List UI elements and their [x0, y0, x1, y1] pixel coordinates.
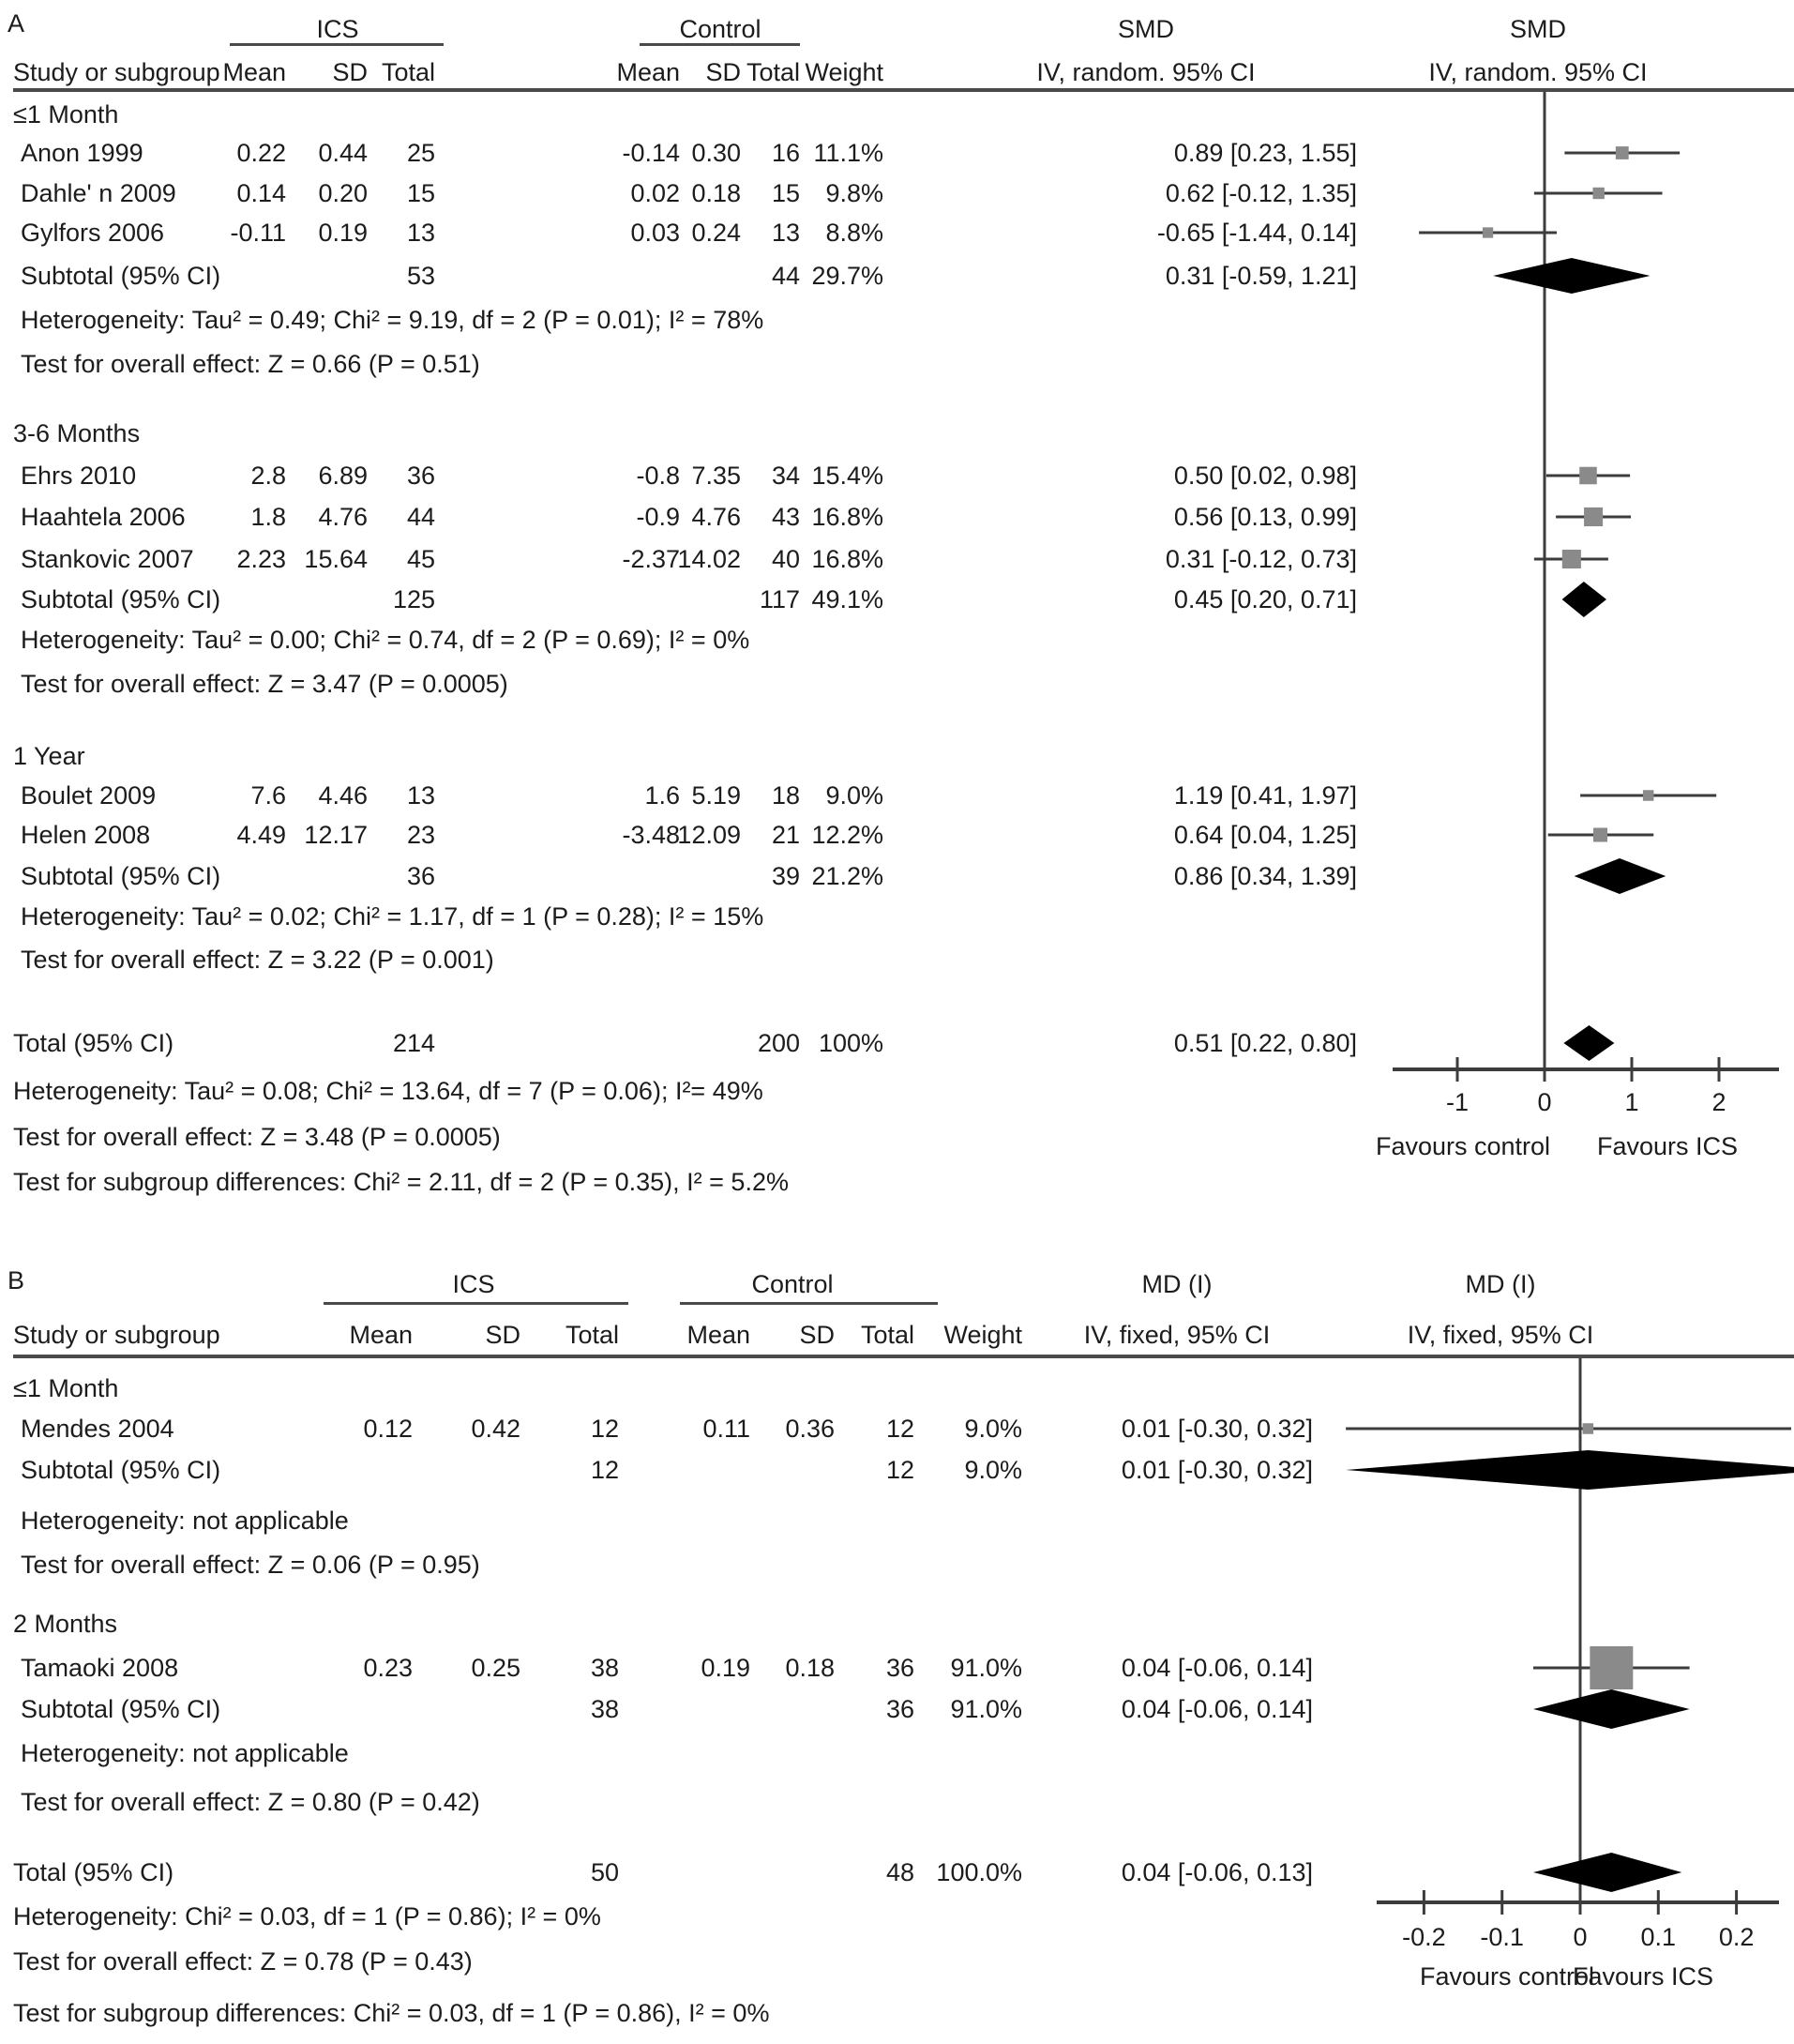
- value-mean-control: -0.9: [636, 503, 680, 531]
- value-mean-ics: 2.8: [250, 462, 286, 490]
- value-sd-ics: 6.89: [318, 462, 368, 490]
- effect-header-line1: MD (I): [1141, 1270, 1213, 1298]
- group-header-ics: ICS: [316, 15, 359, 43]
- favours-right-label: Favours ICS: [1596, 1132, 1739, 1160]
- value-weight: 100.0%: [936, 1858, 1022, 1886]
- value-effect-ci: 0.89 [0.23, 1.55]: [1173, 139, 1357, 167]
- value-mean-control: 0.11: [702, 1415, 750, 1443]
- value-total-control: 36: [885, 1695, 914, 1723]
- value-effect-ci: -0.65 [-1.44, 0.14]: [1156, 219, 1357, 247]
- study-row-label: Mendes 2004: [21, 1415, 174, 1443]
- subtotal-diamond: [1562, 582, 1606, 617]
- note-text: Test for subgroup differences: Chi² = 2.11, df = 2 (P = 0.35), I² = 5.2%: [13, 1168, 789, 1196]
- value-weight: 29.7%: [811, 262, 883, 290]
- value-total-ics: 12: [590, 1456, 619, 1484]
- effect-header-line2: IV, random. 95% CI: [1036, 58, 1256, 86]
- panel-label: B: [8, 1266, 25, 1295]
- column-header-total-ics: Total: [565, 1321, 619, 1349]
- subgroup-heading: 1 Year: [13, 742, 85, 770]
- value-mean-control: -0.8: [636, 462, 680, 490]
- value-mean-control: -0.14: [622, 139, 680, 167]
- value-effect-ci: 0.04 [-0.06, 0.14]: [1121, 1654, 1313, 1682]
- group-overline-ics: [324, 1302, 628, 1305]
- note-text: Test for overall effect: Z = 3.22 (P = 0.001): [21, 946, 494, 974]
- subtotal-diamond: [1493, 258, 1650, 294]
- value-total-ics: 45: [406, 545, 435, 573]
- value-effect-ci: 0.31 [-0.59, 1.21]: [1165, 262, 1357, 290]
- value-total-control: 13: [771, 219, 800, 247]
- value-mean-ics: 7.6: [250, 781, 286, 810]
- column-header-mean-ics: Mean: [349, 1321, 413, 1349]
- value-effect-ci: 0.86 [0.34, 1.39]: [1173, 862, 1357, 890]
- value-weight: 9.0%: [825, 781, 883, 810]
- effect-header-line1: SMD: [1118, 15, 1174, 43]
- value-effect-ci: 0.04 [-0.06, 0.14]: [1121, 1695, 1313, 1723]
- value-mean-ics: 0.22: [236, 139, 286, 167]
- study-row-label: Haahtela 2006: [21, 503, 186, 531]
- value-weight: 15.4%: [811, 462, 883, 490]
- subgroup-heading: 3-6 Months: [13, 419, 141, 447]
- note-text: Test for subgroup differences: Chi² = 0.03, df = 1 (P = 0.86), I² = 0%: [13, 1999, 770, 2027]
- value-sd-ics: 0.44: [318, 139, 368, 167]
- pooled-row-label: Subtotal (95% CI): [21, 1695, 221, 1723]
- plot-header-line2: IV, fixed, 95% CI: [1407, 1321, 1594, 1349]
- note-text: Test for overall effect: Z = 3.47 (P = 0.0005): [21, 670, 508, 698]
- value-sd-ics: 0.42: [471, 1415, 520, 1443]
- value-weight: 16.8%: [811, 545, 883, 573]
- value-effect-ci: 0.04 [-0.06, 0.13]: [1121, 1858, 1313, 1886]
- note-text: Heterogeneity: not applicable: [21, 1507, 349, 1535]
- value-sd-ics: 4.76: [318, 503, 368, 531]
- value-total-control: 34: [771, 462, 800, 490]
- value-total-ics: 25: [406, 139, 435, 167]
- value-mean-control: 1.6: [644, 781, 680, 810]
- group-overline-control: [680, 1302, 938, 1305]
- subtotal-diamond: [1533, 1689, 1690, 1729]
- effect-square: [1584, 507, 1603, 526]
- note-text: Heterogeneity: Tau² = 0.02; Chi² = 1.17, df = 1 (P = 0.28); I² = 15%: [21, 902, 764, 931]
- value-total-ics: 23: [406, 821, 435, 849]
- study-row-label: Dahle' n 2009: [21, 179, 176, 207]
- panel-label: A: [8, 9, 25, 38]
- study-row-label: Helen 2008: [21, 821, 151, 849]
- value-sd-control: 0.24: [691, 219, 741, 247]
- favours-right-label: Favours ICS: [1572, 1962, 1714, 1991]
- value-mean-control: -2.37: [622, 545, 680, 573]
- note-text: Heterogeneity: not applicable: [21, 1739, 349, 1767]
- axis-tick-label: 0: [1537, 1088, 1552, 1116]
- value-sd-ics: 15.64: [304, 545, 368, 573]
- pooled-row-label: Subtotal (95% CI): [21, 862, 221, 890]
- value-sd-control: 0.30: [691, 139, 741, 167]
- value-total-ics: 13: [406, 781, 435, 810]
- axis-tick-label: -0.2: [1402, 1923, 1446, 1951]
- value-sd-control: 14.02: [677, 545, 741, 573]
- group-header-ics: ICS: [452, 1270, 495, 1298]
- value-mean-ics: -0.11: [230, 219, 286, 247]
- column-header-sd-control: SD: [799, 1321, 835, 1349]
- note-text: Test for overall effect: Z = 3.48 (P = 0.0005): [13, 1123, 501, 1151]
- value-effect-ci: 0.45 [0.20, 0.71]: [1173, 585, 1357, 613]
- value-mean-ics: 0.12: [363, 1415, 413, 1443]
- note-text: Heterogeneity: Tau² = 0.49; Chi² = 9.19, df = 2 (P = 0.01); I² = 78%: [21, 306, 764, 334]
- study-row-label: Anon 1999: [21, 139, 143, 167]
- effect-header-line2: IV, fixed, 95% CI: [1083, 1321, 1271, 1349]
- study-row-label: Ehrs 2010: [21, 462, 137, 490]
- note-text: Heterogeneity: Tau² = 0.00; Chi² = 0.74, df = 2 (P = 0.69); I² = 0%: [21, 626, 750, 654]
- effect-square: [1583, 1423, 1594, 1434]
- column-header-study: Study or subgroup: [13, 1321, 220, 1349]
- value-total-control: 12: [885, 1456, 914, 1484]
- value-total-control: 117: [759, 585, 800, 613]
- header-rule: [13, 1355, 1794, 1358]
- study-row-label: Gylfors 2006: [21, 219, 165, 247]
- value-total-ics: 38: [590, 1695, 619, 1723]
- value-effect-ci: 0.56 [0.13, 0.99]: [1173, 503, 1357, 531]
- value-mean-ics: 0.14: [236, 179, 286, 207]
- value-mean-control: 0.02: [630, 179, 680, 207]
- value-total-control: 12: [885, 1415, 914, 1443]
- pooled-row-label: Subtotal (95% CI): [21, 262, 221, 290]
- group-overline-control: [640, 43, 800, 46]
- value-sd-control: 0.18: [691, 179, 741, 207]
- value-total-ics: 125: [392, 585, 435, 613]
- group-header-control: Control: [679, 15, 761, 43]
- note-text: Test for overall effect: Z = 0.80 (P = 0.42): [21, 1788, 480, 1816]
- value-total-control: 39: [771, 862, 800, 890]
- study-row-label: Boulet 2009: [21, 781, 157, 810]
- subgroup-heading: ≤1 Month: [13, 100, 119, 129]
- value-total-ics: 36: [406, 862, 435, 890]
- value-total-control: 48: [885, 1858, 914, 1886]
- value-total-ics: 38: [590, 1654, 619, 1682]
- value-effect-ci: 0.62 [-0.12, 1.35]: [1165, 179, 1357, 207]
- value-weight: 9.8%: [825, 179, 883, 207]
- value-sd-control: 5.19: [691, 781, 741, 810]
- note-text: Test for overall effect: Z = 0.66 (P = 0.51): [21, 350, 480, 378]
- value-mean-ics: 2.23: [236, 545, 286, 573]
- value-effect-ci: 0.01 [-0.30, 0.32]: [1121, 1456, 1313, 1484]
- column-header-total-control: Total: [746, 58, 800, 86]
- column-header-sd-ics: SD: [332, 58, 368, 86]
- value-weight: 8.8%: [825, 219, 883, 247]
- value-mean-control: 0.19: [701, 1654, 750, 1682]
- value-effect-ci: 0.31 [-0.12, 0.73]: [1165, 545, 1357, 573]
- value-weight: 11.1%: [813, 139, 883, 167]
- value-mean-control: 0.03: [630, 219, 680, 247]
- column-header-study: Study or subgroup: [13, 58, 220, 86]
- value-total-ics: 214: [392, 1029, 435, 1057]
- column-header-weight: Weight: [943, 1321, 1022, 1349]
- value-weight: 9.0%: [964, 1456, 1022, 1484]
- value-weight: 100%: [818, 1029, 883, 1057]
- group-header-control: Control: [751, 1270, 834, 1298]
- total-diamond: [1533, 1853, 1681, 1892]
- pooled-row-label: Total (95% CI): [13, 1029, 174, 1057]
- favours-left-label: Favours control: [1375, 1132, 1551, 1160]
- value-total-ics: 12: [590, 1415, 619, 1443]
- value-mean-ics: 0.23: [363, 1654, 413, 1682]
- value-sd-control: 0.18: [785, 1654, 835, 1682]
- axis-tick-label: 2: [1711, 1088, 1726, 1116]
- effect-square: [1616, 146, 1629, 159]
- note-text: Test for overall effect: Z = 0.78 (P = 0.43): [13, 1947, 473, 1976]
- note-text: Heterogeneity: Chi² = 0.03, df = 1 (P = 0.86); I² = 0%: [13, 1902, 601, 1930]
- value-mean-ics: 4.49: [236, 821, 286, 849]
- value-weight: 21.2%: [811, 862, 883, 890]
- axis-tick-label: 1: [1624, 1088, 1639, 1116]
- value-total-control: 200: [757, 1029, 800, 1057]
- value-sd-control: 4.76: [691, 503, 741, 531]
- value-total-ics: 50: [590, 1858, 619, 1886]
- column-header-mean-ics: Mean: [222, 58, 286, 86]
- pooled-row-label: Subtotal (95% CI): [21, 585, 221, 613]
- column-header-total-control: Total: [860, 1321, 914, 1349]
- value-weight: 12.2%: [811, 821, 883, 849]
- subtotal-diamond: [1575, 858, 1666, 894]
- value-sd-ics: 4.46: [318, 781, 368, 810]
- note-text: Heterogeneity: Tau² = 0.08; Chi² = 13.64, df = 7 (P = 0.06); I²= 49%: [13, 1077, 763, 1105]
- value-total-ics: 13: [406, 219, 435, 247]
- value-effect-ci: 1.19 [0.41, 1.97]: [1173, 781, 1357, 810]
- effect-square: [1579, 467, 1597, 485]
- value-effect-ci: 0.01 [-0.30, 0.32]: [1121, 1415, 1313, 1443]
- value-effect-ci: 0.51 [0.22, 0.80]: [1173, 1029, 1357, 1057]
- subtotal-diamond: [1346, 1450, 1794, 1490]
- plot-header-line1: MD (I): [1465, 1270, 1536, 1298]
- value-mean-ics: 1.8: [250, 503, 286, 531]
- axis-tick-label: 0.2: [1718, 1923, 1755, 1951]
- axis-tick-label: -0.1: [1480, 1923, 1524, 1951]
- value-total-control: 44: [771, 262, 800, 290]
- note-text: Test for overall effect: Z = 0.06 (P = 0.95): [21, 1551, 480, 1579]
- pooled-row-label: Subtotal (95% CI): [21, 1456, 221, 1484]
- study-row-label: Tamaoki 2008: [21, 1654, 179, 1682]
- value-effect-ci: 0.64 [0.04, 1.25]: [1173, 821, 1357, 849]
- effect-square: [1643, 790, 1654, 801]
- header-rule: [13, 88, 1794, 92]
- value-weight: 16.8%: [811, 503, 883, 531]
- value-weight: 91.0%: [950, 1654, 1022, 1682]
- value-total-control: 21: [771, 821, 800, 849]
- effect-square: [1483, 227, 1493, 237]
- value-sd-ics: 12.17: [304, 821, 368, 849]
- effect-square: [1593, 827, 1607, 841]
- value-total-control: 15: [771, 179, 800, 207]
- column-header-sd-ics: SD: [485, 1321, 520, 1349]
- value-sd-ics: 0.19: [318, 219, 368, 247]
- value-total-control: 43: [771, 503, 800, 531]
- value-sd-ics: 0.25: [471, 1654, 520, 1682]
- effect-square: [1590, 1646, 1633, 1689]
- value-weight: 9.0%: [964, 1415, 1022, 1443]
- plot-header-line1: SMD: [1510, 15, 1566, 43]
- value-total-ics: 15: [406, 179, 435, 207]
- value-mean-control: -3.48: [622, 821, 680, 849]
- subgroup-heading: ≤1 Month: [13, 1374, 119, 1402]
- value-total-control: 40: [771, 545, 800, 573]
- column-header-mean-control: Mean: [686, 1321, 750, 1349]
- value-total-ics: 44: [406, 503, 435, 531]
- pooled-row-label: Total (95% CI): [13, 1858, 174, 1886]
- subgroup-heading: 2 Months: [13, 1610, 118, 1638]
- value-weight: 49.1%: [811, 585, 883, 613]
- value-weight: 91.0%: [950, 1695, 1022, 1723]
- effect-square: [1592, 188, 1604, 199]
- value-total-control: 18: [771, 781, 800, 810]
- axis-tick-label: 0: [1573, 1923, 1588, 1951]
- value-sd-ics: 0.20: [318, 179, 368, 207]
- value-sd-control: 12.09: [677, 821, 741, 849]
- plot-header-line2: IV, random. 95% CI: [1428, 58, 1648, 86]
- column-header-weight: Weight: [805, 58, 883, 86]
- column-header-mean-control: Mean: [616, 58, 680, 86]
- axis-tick-label: -1: [1445, 1088, 1469, 1116]
- value-total-ics: 36: [406, 462, 435, 490]
- value-sd-control: 0.36: [785, 1415, 835, 1443]
- study-row-label: Stankovic 2007: [21, 545, 194, 573]
- value-sd-control: 7.35: [691, 462, 741, 490]
- total-diamond: [1563, 1025, 1614, 1061]
- group-overline-ics: [230, 43, 444, 46]
- axis-tick-label: 0.1: [1640, 1923, 1677, 1951]
- favours-left-label: Favours control: [1419, 1962, 1595, 1991]
- value-total-ics: 53: [406, 262, 435, 290]
- column-header-sd-control: SD: [705, 58, 741, 86]
- value-effect-ci: 0.50 [0.02, 0.98]: [1173, 462, 1357, 490]
- column-header-total-ics: Total: [381, 58, 435, 86]
- effect-square: [1562, 550, 1581, 568]
- value-total-control: 16: [771, 139, 800, 167]
- value-total-control: 36: [885, 1654, 914, 1682]
